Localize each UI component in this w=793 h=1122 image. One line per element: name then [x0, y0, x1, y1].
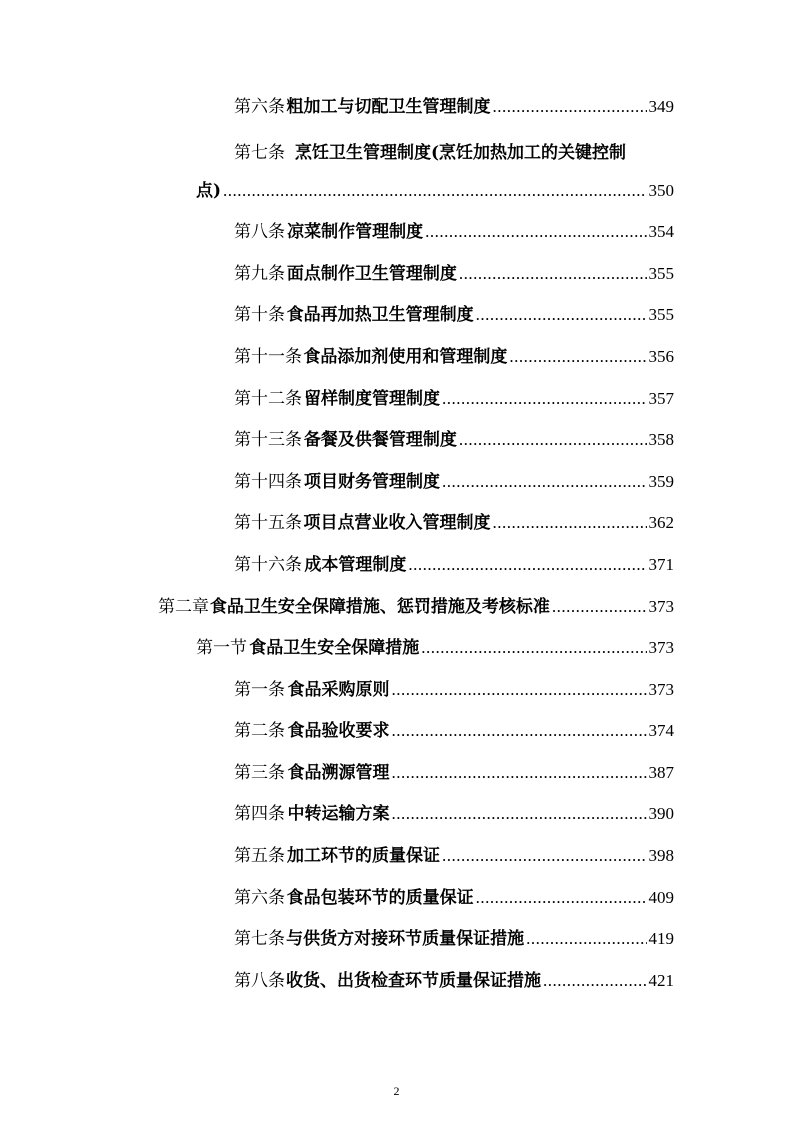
- toc-entry-title: 凉菜制作管理制度: [287, 222, 424, 242]
- toc-entry[interactable]: [234, 264, 674, 288]
- toc-entry-title: 项目财务管理制度: [304, 472, 440, 492]
- dot-leader: [223, 181, 646, 201]
- toc-entry[interactable]: [234, 680, 674, 704]
- dot-leader: [509, 347, 646, 367]
- dot-leader: [459, 430, 647, 450]
- toc-entry-page: 355: [648, 305, 674, 324]
- toc-entry-prefix: 第一节: [196, 638, 247, 658]
- toc-entry-prefix: 第二章: [158, 597, 209, 617]
- toc-entry-page: 357: [648, 389, 674, 408]
- toc-entry-title-continuation: 点): [196, 181, 222, 201]
- toc-entry-title: 食品卫生安全保障措施: [249, 638, 420, 658]
- toc-entry-prefix: 第十二条: [234, 389, 302, 409]
- toc-entry-title: 食品添加剂使用和管理制度: [303, 347, 508, 367]
- toc-entry-title: 烹饪卫生管理制度(烹饪加热加工的关键控制: [295, 143, 627, 163]
- dot-leader: [391, 680, 646, 700]
- toc-entry-prefix: 第十五条: [234, 513, 302, 533]
- toc-entry-title: 备餐及供餐管理制度: [303, 430, 457, 450]
- toc-entry-title: 食品溯源管理: [287, 763, 390, 783]
- toc-chapter-entry[interactable]: [158, 597, 674, 621]
- dot-leader: [425, 222, 646, 242]
- dot-leader: [526, 929, 646, 949]
- toc-entry-title: 留样制度管理制度: [304, 389, 440, 409]
- dot-leader: [493, 513, 647, 533]
- dot-leader: [476, 305, 647, 325]
- toc-entry[interactable]: [234, 472, 674, 496]
- toc-entry[interactable]: [234, 721, 674, 745]
- toc-entry-page: 373: [648, 638, 674, 657]
- toc-entry[interactable]: [234, 804, 674, 828]
- toc-entry-title: 食品包装环节的质量保证: [286, 888, 474, 908]
- dot-leader: [442, 389, 647, 409]
- toc-entry-prefix: 第四条: [234, 804, 285, 824]
- toc-entry-title: 加工环节的质量保证: [287, 846, 440, 866]
- toc-entry-prefix: 第六条: [234, 97, 285, 117]
- toc-entry-prefix: 第十六条: [234, 555, 302, 575]
- dot-leader: [408, 555, 646, 575]
- toc-section-entry[interactable]: [196, 638, 674, 662]
- dot-leader: [543, 971, 646, 991]
- page-number: 2: [393, 1084, 400, 1098]
- toc-entry-page: 355: [648, 264, 674, 283]
- toc-entry-prefix: 第七条: [234, 143, 285, 163]
- dot-leader: [391, 804, 646, 824]
- toc-entry-page: 409: [648, 888, 674, 907]
- toc-entry-title: 食品卫生安全保障措施、惩罚措施及考核标准: [209, 597, 550, 617]
- toc-entry-prefix: 第一条: [234, 680, 285, 700]
- toc-entry-title: 项目点营业收入管理制度: [303, 513, 491, 533]
- toc-entry[interactable]: [234, 971, 674, 995]
- toc-entry-page: 359: [648, 472, 674, 491]
- dot-leader: [493, 97, 647, 117]
- toc-entry[interactable]: [234, 222, 674, 246]
- toc-entry-prefix: 第八条: [234, 222, 285, 242]
- dot-leader: [442, 846, 647, 866]
- toc-entry[interactable]: [234, 97, 674, 121]
- toc-entry-page: 356: [648, 347, 674, 366]
- toc-entry-page: 371: [648, 555, 674, 574]
- toc-entry-title: 食品再加热卫生管理制度: [286, 305, 474, 325]
- toc-entry-prefix: 第八条: [234, 971, 285, 991]
- toc-entry-prefix: 第十四条: [234, 472, 302, 492]
- toc-entry[interactable]: [234, 888, 674, 912]
- dot-leader: [421, 638, 646, 658]
- toc-entry-prefix: 第十三条: [234, 430, 302, 450]
- toc-entry-page: 349: [648, 97, 674, 116]
- toc-entry-page: 419: [648, 929, 674, 948]
- toc-entry-prefix: 第十一条: [234, 347, 302, 367]
- toc-entry-prefix: 第七条: [234, 929, 285, 949]
- toc-entry[interactable]: [234, 929, 674, 953]
- toc-entry-title: 食品采购原则: [287, 680, 390, 700]
- toc-entry-prefix: 第六条: [234, 888, 285, 908]
- toc-entry-title: 成本管理制度: [304, 555, 407, 575]
- toc-entry-prefix: 第九条: [234, 264, 285, 284]
- dot-leader: [442, 472, 647, 492]
- toc-entry-page: 362: [648, 513, 674, 532]
- toc-entry-title: 食品验收要求: [287, 721, 390, 741]
- toc-entry-title: 面点制作卫生管理制度: [286, 264, 457, 284]
- toc-entry-page: 390: [648, 804, 674, 823]
- toc-entry-page: 373: [648, 597, 674, 616]
- toc-entry[interactable]: [234, 763, 674, 787]
- toc-entry-title: 粗加工与切配卫生管理制度: [286, 97, 491, 117]
- toc-entry[interactable]: [234, 846, 674, 870]
- toc-entry[interactable]: [234, 305, 674, 329]
- toc-entry-title: 收货、出货检查环节质量保证措施: [286, 971, 542, 991]
- toc-entry[interactable]: [234, 430, 674, 454]
- toc-entry-page: 350: [648, 181, 674, 200]
- dot-leader: [476, 888, 647, 908]
- dot-leader: [391, 763, 646, 783]
- toc-entry-prefix: 第三条: [234, 763, 285, 783]
- dot-leader: [459, 264, 647, 284]
- toc-entry-prefix: 第十条: [234, 305, 285, 325]
- toc-entry-page: 373: [648, 680, 674, 699]
- toc-entry-page: 387: [648, 763, 674, 782]
- toc-entry-page: 358: [648, 430, 674, 449]
- toc-entry[interactable]: [234, 347, 674, 371]
- toc-entry-continuation[interactable]: [196, 181, 674, 205]
- toc-entry-prefix: 第五条: [234, 846, 285, 866]
- toc-entry-page: 354: [648, 222, 674, 241]
- toc-entry[interactable]: [234, 555, 674, 579]
- dot-leader: [552, 597, 647, 617]
- dot-leader: [391, 721, 646, 741]
- toc-entry-page: 374: [648, 721, 674, 740]
- toc-entry[interactable]: [234, 389, 674, 413]
- toc-entry[interactable]: [234, 143, 674, 167]
- toc-entry-title: 与供货方对接环节质量保证措施: [286, 929, 525, 949]
- toc-entry-page: 421: [648, 971, 674, 990]
- toc-entry-prefix: 第二条: [234, 721, 285, 741]
- toc-entry[interactable]: [234, 513, 674, 537]
- toc-entry-title: 中转运输方案: [287, 804, 390, 824]
- toc-entry-page: 398: [648, 846, 674, 865]
